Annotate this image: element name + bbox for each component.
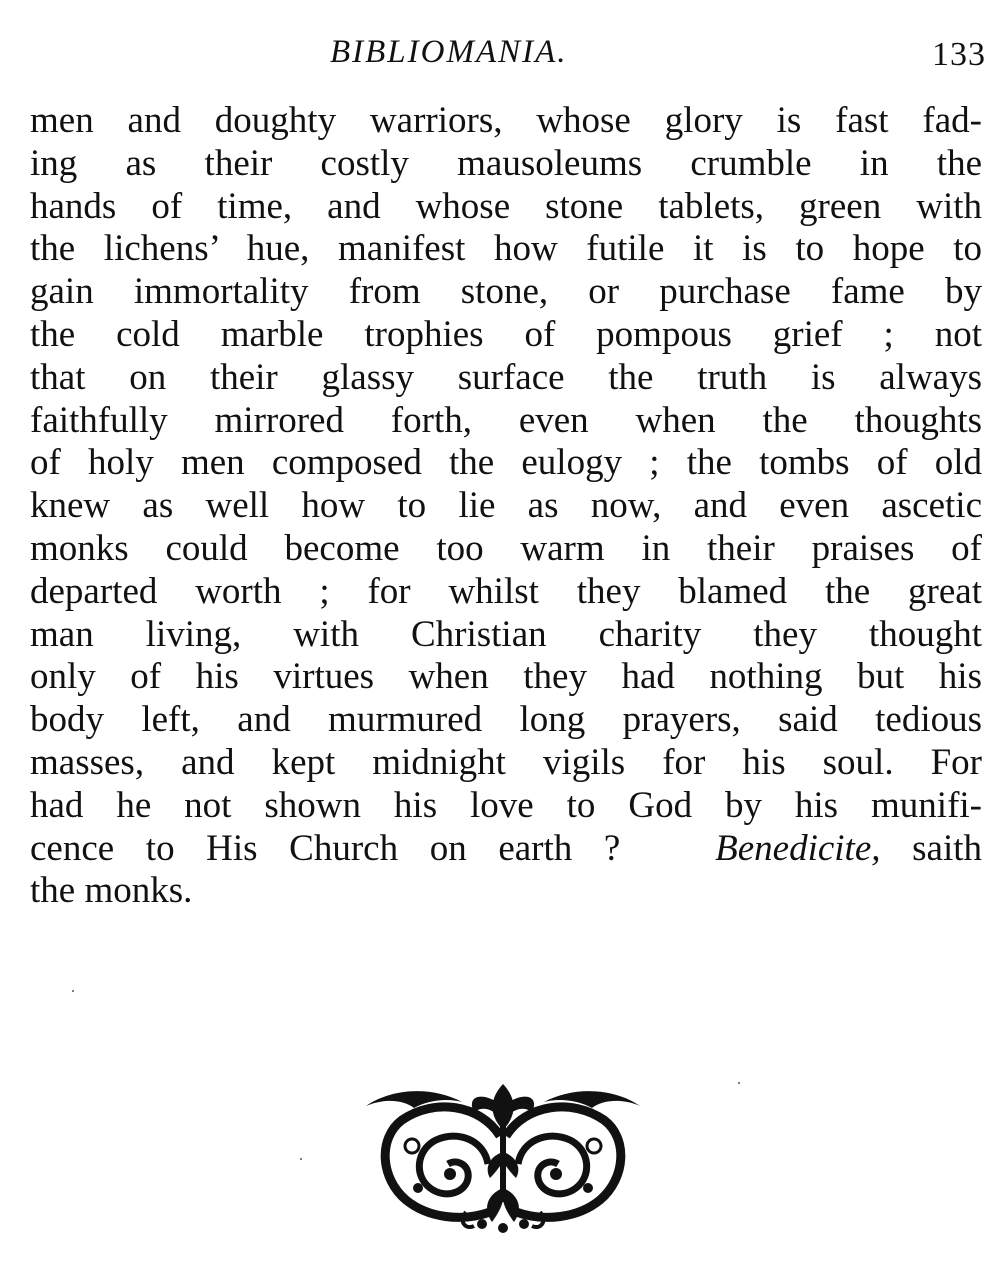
- text-segment: saith: [880, 827, 982, 869]
- italic-word: Benedicite,: [715, 827, 881, 869]
- paper-speck: [72, 990, 74, 992]
- text-line: had he not shown his love to God by his munifi-: [30, 784, 982, 826]
- running-head: [0, 30, 1000, 80]
- running-title: BIBLIOMANIA.: [330, 34, 568, 70]
- text-line-mixed: [30, 828, 982, 871]
- text-line: that on their glassy surface the truth is always: [30, 356, 982, 398]
- text-line: knew as well how to lie as now, and even ascetic: [30, 485, 982, 527]
- text-line: hands of time, and whose stone tablets, green with: [30, 185, 982, 227]
- text-line: of holy men composed the eulogy ; the tombs of old: [30, 442, 982, 484]
- text-line: men and doughty warriors, whose glory is fast fad-: [30, 100, 982, 141]
- text-line: the lichens’ hue, manifest how futile it is to hope to: [30, 228, 982, 270]
- text-line: man living, with Christian charity they thought: [30, 613, 982, 655]
- floral-scroll-ornament-icon: [362, 1076, 644, 1234]
- text-line: faithfully mirrored forth, even when the thoughts: [30, 399, 982, 441]
- text-line-last: the monks.: [30, 870, 193, 912]
- page-number: 133: [932, 36, 986, 73]
- text-line: ing as their costly mausoleums crumble in the: [30, 142, 982, 184]
- body-text: [30, 100, 982, 913]
- paper-speck: [738, 1082, 740, 1084]
- text-line: body left, and murmured long prayers, said tedious: [30, 699, 982, 741]
- text-line: departed worth ; for whilst they blamed the great: [30, 570, 982, 612]
- text-line: only of his virtues when they had nothing but his: [30, 656, 982, 698]
- text-line: masses, and kept midnight vigils for his soul. For: [30, 741, 982, 783]
- text-line: monks could become too warm in their praises of: [30, 527, 982, 569]
- text-line: the cold marble trophies of pompous grief ; not: [30, 313, 982, 355]
- text-line: gain immortality from stone, or purchase fame by: [30, 271, 982, 313]
- text-segment: cence to His Church on earth ?: [30, 827, 621, 869]
- paper-speck: [300, 1158, 302, 1160]
